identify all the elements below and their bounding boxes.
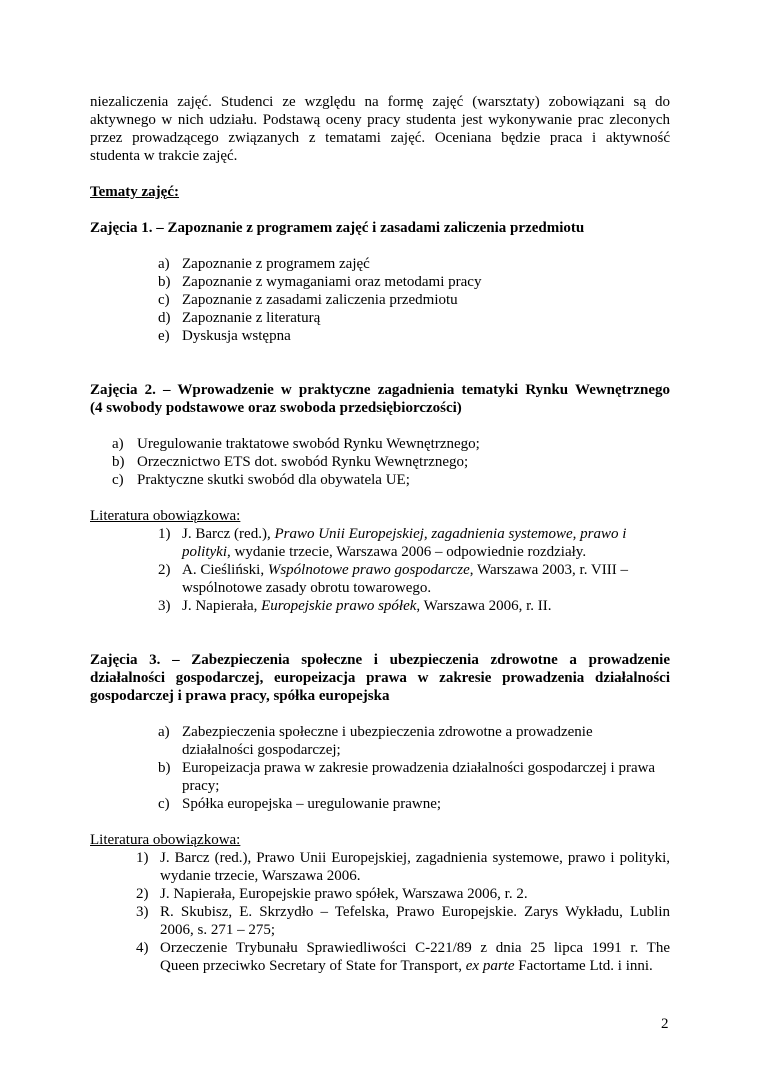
list-item	[158, 309, 670, 327]
literature-title: Europejskie prawo spółek	[261, 598, 417, 614]
intro-line: aktywnego w nich udziału. Podstawą oceny pracy studenta jest wykonywanie prac zleconych	[90, 112, 670, 128]
list-marker: b)	[158, 274, 171, 290]
list-item	[112, 435, 670, 453]
literature-title: Prawo Unii Europejskiej, zagadnienia systemowe, prawo i	[274, 526, 627, 542]
literature-details: , Warszawa 2006, r. II.	[416, 598, 552, 614]
literature-details: wspólnotowe zasady obrotu towarowego.	[182, 580, 432, 596]
list-text: Zapoznanie z wymaganiami oraz metodami pracy	[182, 274, 482, 290]
class3-title-line: Zajęcia 3. – Zabezpieczenia społeczne i ubezpieczenia zdrowotne a prowadzenie	[90, 652, 670, 668]
list-text: Zabezpieczenia społeczne i ubezpieczenia zdrowotne a prowadzenie	[182, 724, 593, 740]
list-marker: b)	[158, 760, 171, 776]
list-text: Europeizacja prawa w zakresie prowadzenia działalności gospodarczej i prawa	[182, 760, 656, 776]
list-marker: c)	[158, 796, 170, 812]
list-marker: a)	[158, 256, 170, 272]
list-item	[158, 273, 670, 291]
list-marker: d)	[158, 310, 171, 326]
list-item	[158, 255, 670, 273]
intro-line: studenta w trakcie zajęć.	[90, 148, 238, 164]
literature-text: J. Barcz (red.), Prawo Unii Europejskiej, zagadnienia systemowe, prawo i polityki,	[160, 850, 670, 866]
list-text: działalności gospodarczej;	[182, 742, 341, 758]
class3-title-line: działalności gospodarczej, europeizacja prawa w zakresie prowadzenia działalności	[90, 670, 670, 686]
class2-title-line: (4 swobody podstawowe oraz swoboda przedsiębiorczości)	[90, 400, 462, 416]
literature-title: Wspólnotowe prawo gospodarcze	[267, 562, 470, 578]
literature-text: wydanie trzecie, Warszawa 2006.	[160, 868, 361, 884]
literature-item	[136, 849, 670, 885]
list-marker: a)	[158, 724, 170, 740]
class2-title-line: Zajęcia 2. – Wprowadzenie w praktyczne zagadnienia tematyki Rynku Wewnętrznego	[90, 382, 670, 398]
list-marker: a)	[112, 436, 124, 452]
literature-item	[136, 885, 670, 903]
class2-title	[90, 381, 670, 417]
list-marker: 1)	[136, 850, 149, 866]
literature-text: J. Napierała, Europejskie prawo spółek, Warszawa 2006, r. 2.	[160, 886, 528, 902]
literature-item	[136, 939, 670, 975]
literature-title: polityki	[182, 544, 227, 560]
list-text: Spółka europejska – uregulowanie prawne;	[182, 796, 442, 812]
literature-text: Orzeczenie Trybunału Sprawiedliwości C-221/89 z dnia 25 lipca 1991 r. The	[160, 940, 670, 956]
literature-text: Queen przeciwko Secretary of State for Transport,	[160, 958, 466, 974]
intro-line: niezaliczenia zajęć. Studenci ze względu na formę zajęć (warsztaty) zobowiązani są do	[90, 94, 670, 110]
list-marker: 2)	[136, 886, 149, 902]
list-item	[158, 327, 670, 345]
literature-text: 2006, s. 271 – 275;	[160, 922, 276, 938]
literature-details: , Warszawa 2003, r. VIII –	[469, 562, 628, 578]
list-marker: c)	[112, 472, 124, 488]
literature-author: A. Cieśliński,	[182, 562, 268, 578]
list-marker: e)	[158, 328, 170, 344]
class3-title	[90, 651, 670, 705]
list-marker: 2)	[158, 562, 171, 578]
literature-item	[158, 525, 670, 561]
literature-item	[136, 903, 670, 939]
list-marker: 3)	[136, 904, 149, 920]
literature-author: J. Napierała,	[182, 598, 262, 614]
list-item	[112, 471, 670, 489]
class2-literature-list	[158, 525, 670, 615]
list-text: Zapoznanie z zasadami zaliczenia przedmiotu	[182, 292, 458, 308]
list-text: pracy;	[182, 778, 220, 794]
class3-literature-list	[136, 849, 670, 975]
class2-literature-heading: Literatura obowiązkowa:	[90, 508, 241, 524]
list-item	[158, 291, 670, 309]
list-marker: 4)	[136, 940, 149, 956]
class3-list	[158, 723, 670, 813]
list-text: Orzecznictwo ETS dot. swobód Rynku Wewnętrznego;	[137, 454, 469, 470]
list-text: Zapoznanie z programem zajęć	[182, 256, 370, 272]
class1-title: Zajęcia 1. – Zapoznanie z programem zajęć i zasadami zaliczenia przedmiotu	[90, 220, 585, 236]
intro-line: przez prowadzącego związanych z tematami zajęć. Oceniana będzie praca i aktywność	[90, 130, 670, 146]
literature-text: Factortame Ltd. i inni.	[514, 958, 653, 974]
page-number: 2	[661, 1016, 669, 1032]
literature-item	[158, 561, 670, 597]
list-marker: 3)	[158, 598, 171, 614]
literature-text: R. Skubisz, E. Skrzydło – Tefelska, Prawo Europejskie. Zarys Wykładu, Lublin	[160, 904, 670, 920]
list-text: Zapoznanie z literaturą	[182, 310, 321, 326]
literature-details: , wydanie trzecie, Warszawa 2006 – odpowiednie rozdziały.	[227, 544, 587, 560]
list-text: Dyskusja wstępna	[182, 328, 291, 344]
literature-author: J. Barcz (red.),	[182, 526, 275, 542]
class3-literature-heading: Literatura obowiązkowa:	[90, 832, 241, 848]
list-item	[112, 453, 670, 471]
intro-paragraph	[90, 93, 670, 165]
list-marker: c)	[158, 292, 170, 308]
list-text: Praktyczne skutki swobód dla obywatela UE;	[137, 472, 410, 488]
literature-item	[158, 597, 670, 615]
class1-list	[158, 255, 670, 345]
list-text: Uregulowanie traktatowe swobód Rynku Wewnętrznego;	[137, 436, 480, 452]
list-marker: b)	[112, 454, 125, 470]
topics-heading: Tematy zajęć:	[90, 184, 179, 200]
class2-list	[112, 435, 670, 489]
list-marker: 1)	[158, 526, 171, 542]
literature-text-italic: ex parte	[465, 958, 515, 974]
class3-title-line: gospodarczej i prawa pracy, spółka europejska	[90, 688, 390, 704]
list-item	[158, 759, 670, 795]
list-item	[158, 723, 670, 759]
document-page	[90, 93, 670, 975]
list-item	[158, 795, 670, 813]
